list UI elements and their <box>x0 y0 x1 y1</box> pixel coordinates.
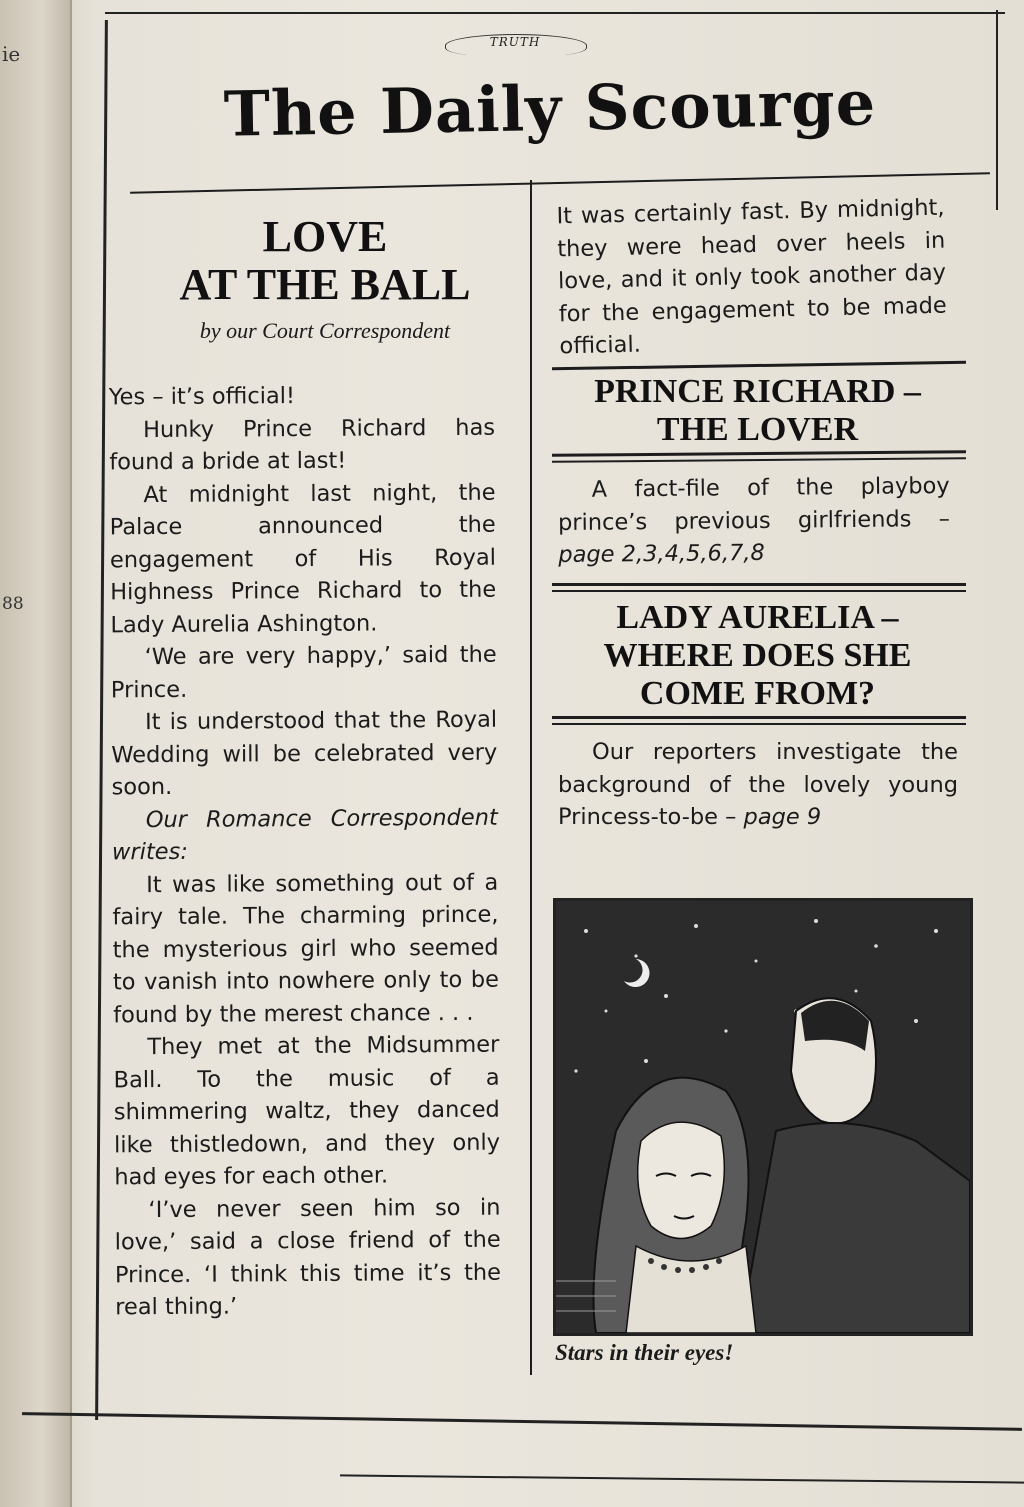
paragraph: It is understood that the Royal Wedding will be celebrated very soon. <box>111 706 498 801</box>
paragraph: ‘We are very happy,’ said the Prince. <box>110 641 497 703</box>
masthead-rule <box>130 172 990 194</box>
frame-right-top <box>996 10 998 210</box>
column-divider <box>530 180 532 1375</box>
sidebar2-page-ref: page 9 <box>743 804 822 830</box>
sidebar1-text <box>558 470 951 572</box>
previous-page-edge <box>0 0 72 1507</box>
paragraph: At midnight last night, the Palace announced the engagement of His Royal Highness Prince Richard to the Lady Aurelia Ashington. <box>109 479 497 638</box>
paragraph: Our Romance Correspondent writes: <box>111 804 498 866</box>
sidebar2-headline-line1: LADY AURELIA – <box>616 599 899 636</box>
main-article-body <box>109 379 502 1324</box>
sidebar1-headline-line1: PRINCE RICHARD – <box>594 373 921 410</box>
edge-text-fragment: ie <box>2 42 21 66</box>
continuation-text <box>556 192 948 363</box>
paragraph: ‘I’ve never seen him so in love,’ said a close friend of the Prince. ‘I think this time it’s the real thing.’ <box>114 1194 502 1321</box>
illustration-caption: Stars in their eyes! <box>555 1340 734 1365</box>
main-headline-line2: AT THE BALL <box>179 260 471 309</box>
paragraph: Yes – it’s official! <box>108 383 296 411</box>
edge-text-fragment: 88 <box>2 594 24 614</box>
sidebar-rule <box>552 457 966 462</box>
main-headline-line1: LOVE <box>262 212 388 261</box>
frame-bottom-2 <box>340 1474 1024 1483</box>
sidebar2-blurb: Our reporters investigate the background of the lovely young Princess-to-be – <box>558 739 958 830</box>
sidebar-rule <box>552 361 966 371</box>
frame-top <box>105 12 1005 14</box>
sidebar1-headline-line2: THE LOVER <box>656 411 859 448</box>
sidebar-rule <box>552 583 966 586</box>
sidebar-rule <box>552 716 966 719</box>
sidebar-rule <box>552 590 966 592</box>
paragraph: It was like something out of a fairy tale. The charming prince, the mysterious girl who seemed to vanish into nowhere only to be found by the merest chance . . . <box>112 869 499 1028</box>
frame-bottom <box>22 1412 1022 1430</box>
sidebar-rule <box>552 723 966 725</box>
sidebar1-page-ref: page 2,3,4,5,6,7,8 <box>558 539 765 569</box>
masthead-banner-text: TRUTH <box>489 35 541 49</box>
sidebar1-blurb: A fact-file of the playboy prince’s previous girlfriends – <box>557 472 951 536</box>
masthead-title: The Daily Scourge <box>223 66 877 151</box>
sidebar2-headline-line3: COME FROM? <box>639 675 876 712</box>
frame-left <box>95 20 107 1420</box>
paragraph: It was certainly fast. By midnight, they were head over heels in love, and it only took another day for the engagement to be made official. <box>556 194 947 360</box>
main-byline: by our Court Correspondent <box>199 318 451 343</box>
sidebar-rule <box>552 450 966 457</box>
paragraph: They met at the Midsummer Ball. To the music of a shimmering waltz, they danced like thistledown, and they only had eyes for each other. <box>113 1031 501 1191</box>
sidebar2-text <box>558 736 958 834</box>
sidebar2-headline-line2: WHERE DOES SHE <box>603 637 912 674</box>
couple-drawing <box>556 901 970 1333</box>
paragraph: Hunky Prince Richard has found a bride at last! <box>109 414 496 476</box>
illustration-couple <box>553 898 973 1336</box>
